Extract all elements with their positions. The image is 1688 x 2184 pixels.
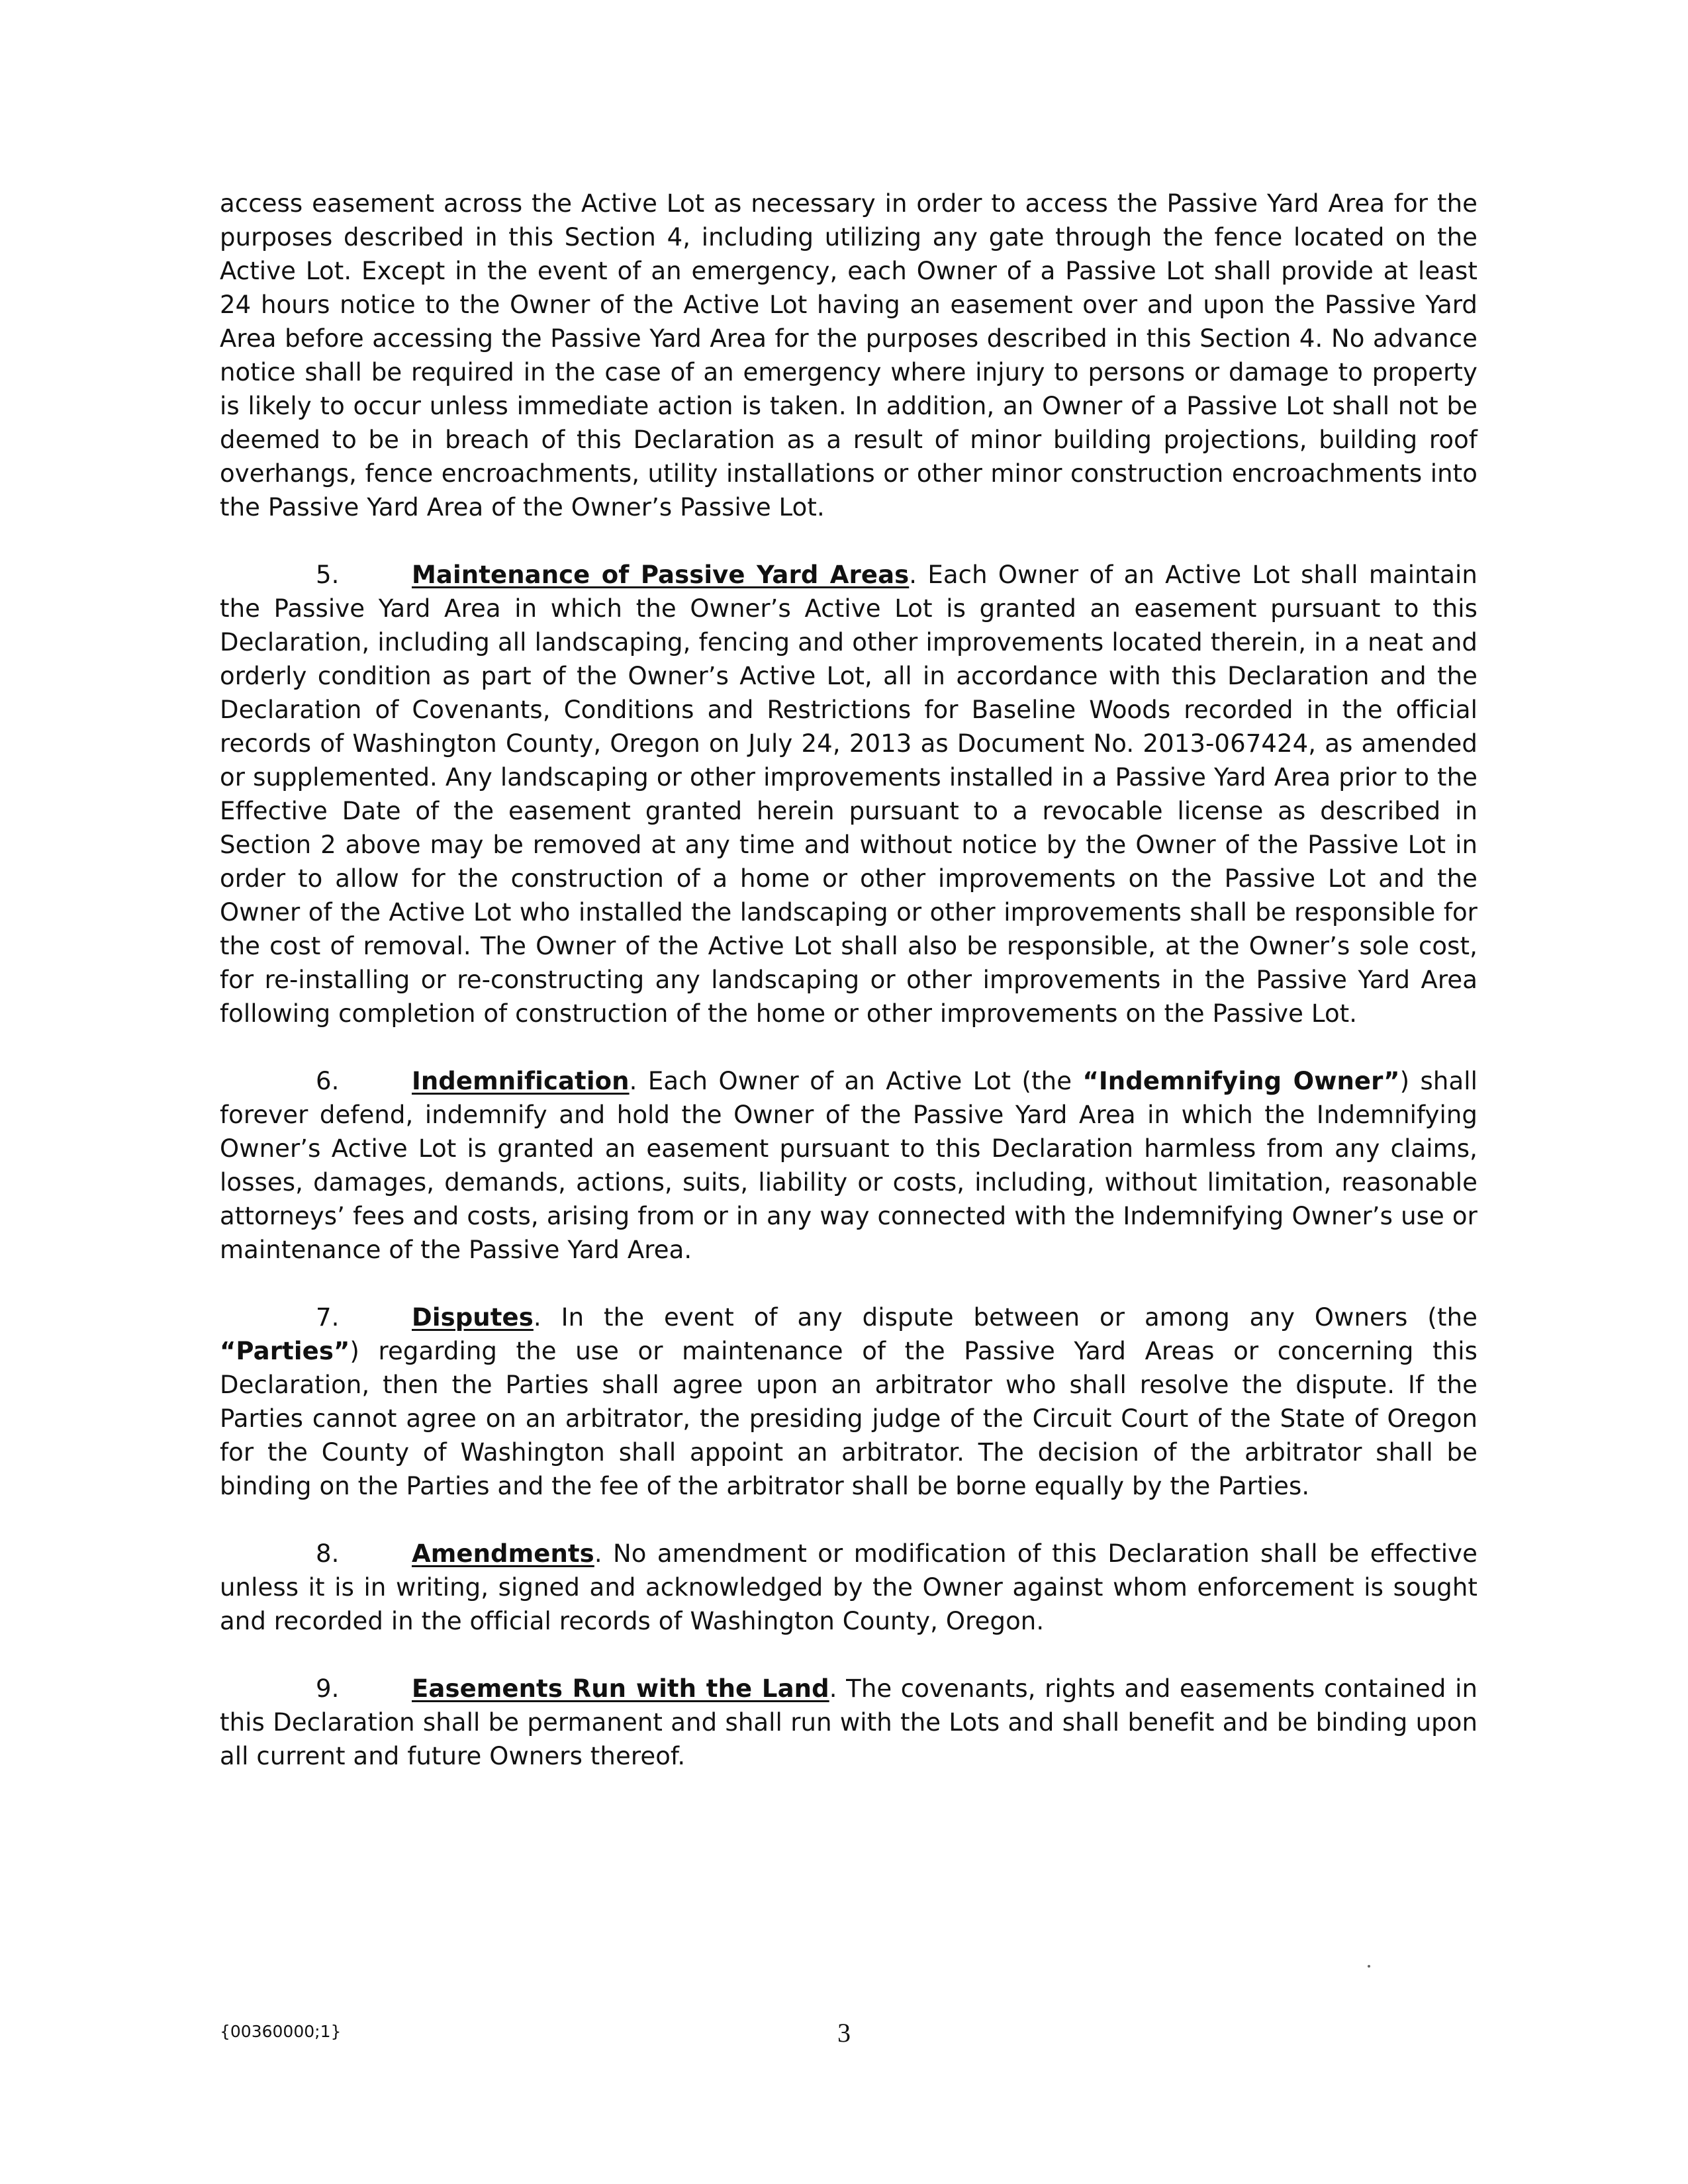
section-text: . Each Owner of an Active Lot shall maintain the Passive Yard Area in which the Owner’s Active Lot is granted an easement pursuant to this Declaration, including all landscaping, fencing and other improvements located therein, in a neat and orderly condition as part of the Owner’s Active Lot, all in accordance with this Declaration and the Declaration of Covenants, Conditions and Restrictions for Baseline Woods recorded in the official records of Washington County, Oregon on July 24, 2013 as Document No. 2013-067424, as amended or supplemented. Any landscaping or other improvements installed in a Passive Yard Area prior to the Effective Date of the easement granted herein pursuant to a revocable license as described in Section 2 above may be removed at any time and without notice by the Owner of the Passive Lot in order to allow for the construction of a home or other improvements on the Passive Lot and the Owner of the Active Lot who installed the landscaping or other improvements shall be responsible for the cost of removal. The Owner of the Active Lot shall also be responsible, at the Owner’s sole cost, for re-installing or re-constructing any landscaping or other improvements in the Passive Yard Area following completion of construction of the home or other improvements on the Passive Lot. xyxy=(220,561,1477,1028)
section-5-maintenance xyxy=(220,558,1477,1030)
section-text: . In the event of any dispute between or among any Owners (the xyxy=(533,1303,1477,1332)
section-number: 9. xyxy=(316,1674,340,1703)
paragraph-section-4-continued xyxy=(220,187,1477,524)
section-8-amendments xyxy=(220,1537,1477,1638)
section-number: 6. xyxy=(316,1067,340,1095)
section-heading: Maintenance of Passive Yard Areas xyxy=(412,561,910,589)
section-heading: Indemnification xyxy=(412,1067,630,1095)
section-heading: Easements Run with the Land xyxy=(412,1674,829,1703)
footer-document-code: {00360000;1} xyxy=(220,2022,342,2041)
section-number: 8. xyxy=(316,1539,340,1568)
section-heading: Disputes xyxy=(412,1303,534,1332)
section-text: . No amendment or modification of this Declaration shall be effective unless it is in writing, signed and acknowledged by the Owner against whom enforcement is sought and recorded in the official records of Washington County, Oregon. xyxy=(220,1539,1477,1635)
document-body xyxy=(220,187,1477,1773)
section-heading: Amendments xyxy=(412,1539,594,1568)
section-text: . The covenants, rights and easements contained in this Declaration shall be permanent and shall run with the Lots and shall benefit and be binding upon all current and future Owners thereof. xyxy=(220,1674,1477,1770)
page-number: 3 xyxy=(837,2018,851,2048)
section-number: 7. xyxy=(316,1303,340,1332)
section-number: 5. xyxy=(316,561,340,589)
section-6-indemnification xyxy=(220,1064,1477,1267)
section-text: . Each Owner of an Active Lot (the xyxy=(629,1067,1083,1095)
paragraph-text: access easement across the Active Lot as necessary in order to access the Passive Yard Area for the purposes described in this Section 4, including utilizing any gate through the fence located on the Active Lot. Except in the event of an emergency, each Owner of a Passive Lot shall provide at least 24 hours notice to the Owner of the Active Lot having an easement over and upon the Passive Yard Area before accessing the Passive Yard Area for the purposes described in this Section 4. No advance notice shall be required in the case of an emergency where injury to persons or damage to property is likely to occur unless immediate action is taken. In addition, an Owner of a Passive Lot shall not be deemed to be in breach of this Declaration as a result of minor building projections, building roof overhangs, fence encroachments, utility installations or other minor construction encroachments into the Passive Yard Area of the Owner’s Passive Lot. xyxy=(220,189,1477,522)
defined-term: “Parties” xyxy=(220,1337,350,1365)
defined-term: “Indemnifying Owner” xyxy=(1082,1067,1400,1095)
section-9-easements-run-with-land xyxy=(220,1672,1477,1773)
section-text: ) regarding the use or maintenance of the Passive Yard Areas or concerning this Declaration, then the Parties shall agree upon an arbitrator who shall resolve the dispute. If the Parties cannot agree on an arbitrator, the presiding judge of the Circuit Court of the State of Oregon for the County of Washington shall appoint an arbitrator. The decision of the arbitrator shall be binding on the Parties and the fee of the arbitrator shall be borne equally by the Parties. xyxy=(220,1337,1477,1500)
section-7-disputes xyxy=(220,1300,1477,1503)
scan-speck xyxy=(1368,1965,1370,1968)
section-text: ) shall forever defend, indemnify and hold the Owner of the Passive Yard Area in which the Indemnifying Owner’s Active Lot is granted an easement pursuant to this Declaration harmless from any claims, losses, damages, demands, actions, suits, liability or costs, including, without limitation, reasonable attorneys’ fees and costs, arising from or in any way connected with the Indemnifying Owner’s use or maintenance of the Passive Yard Area. xyxy=(220,1067,1477,1264)
